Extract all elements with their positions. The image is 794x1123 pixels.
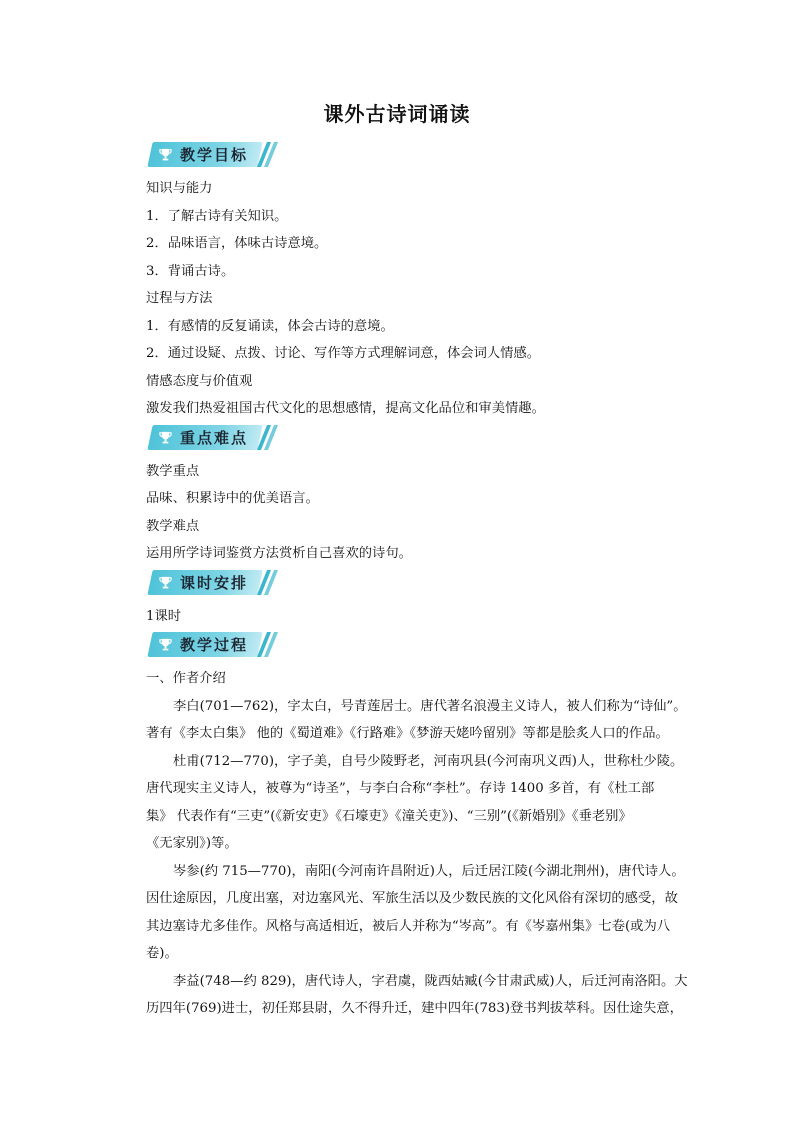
subheading: 教学重点 <box>146 463 200 479</box>
section-banner-key-points <box>150 425 274 450</box>
paragraph-line: 岑参(约 715—770)，南阳(今河南许昌附近)人，后迁居江陵(今湖北荆州)，唐代诗人。 <box>173 863 685 879</box>
section-heading: 教学过程 <box>180 636 249 654</box>
list-item: 2．通过设疑、点拨、讨论、写作等方式理解词意，体会词人情感。 <box>146 346 541 361</box>
trophy-icon <box>158 430 173 445</box>
trophy-icon <box>158 575 173 590</box>
paragraph-line: 品味、积累诗中的优美语言。 <box>146 491 319 506</box>
subheading: 情感态度与价值观 <box>146 373 253 389</box>
paragraph-line: 杜甫(712—770)，字子美，自号少陵野老，河南巩县(今河南巩义西)人，世称杜少陵。 <box>173 753 684 769</box>
list-item: 1．了解古诗有关知识。 <box>146 208 288 224</box>
paragraph-line: 李益(748—约 829)，唐代诗人，字君虞，陇西姑臧(今甘肃武威)人，后迁河南洛阳。大 <box>173 973 688 989</box>
subheading: 教学难点 <box>146 518 200 534</box>
paragraph-line: 集》 代表作有“三吏”(《新安吏》《石壕吏》《潼关吏》)、“三别”(《新婚别》《垂老别》 <box>146 808 632 824</box>
list-item: 2．品味语言，体味古诗意境。 <box>146 236 328 251</box>
section-banner-objectives <box>150 142 274 167</box>
paragraph-line: 因仕途原因，几度出塞，对边塞风光、军旅生活以及少数民族的文化风俗有深切的感受，故 <box>146 891 678 906</box>
trophy-icon <box>158 147 173 162</box>
section-banner-process <box>150 632 274 657</box>
document-body <box>146 140 688 1023</box>
subheading: 一、作者介绍 <box>146 671 226 686</box>
page-title: 课外古诗词诵读 <box>323 102 471 126</box>
section-heading: 课时安排 <box>180 573 249 592</box>
paragraph-line: 唐代现实主义诗人，被尊为“诗圣”，与李白合称“李杜”。存诗 1400 多首，有《杜工部 <box>146 781 655 796</box>
paragraph-line: 历四年(769)进士，初任郑县尉，久不得升迁，建中四年(783)登书判拔萃科。因仕途失意， <box>146 1001 683 1016</box>
paragraph-line: 1课时 <box>146 608 182 624</box>
list-item: 1．有感情的反复诵读，体会古诗的意境。 <box>146 318 394 334</box>
section-heading: 重点难点 <box>180 428 249 447</box>
section-banner-schedule <box>150 570 274 595</box>
paragraph-line: 激发我们热爱祖国古代文化的思想感情，提高文化品位和审美情趣。 <box>146 401 545 416</box>
subheading: 知识与能力 <box>146 181 213 196</box>
paragraph-line: 著有《李太白集》 他的《蜀道难》《行路难》《梦游天姥吟留别》等都是脍炙人口的作品。 <box>146 726 669 741</box>
trophy-icon <box>158 637 173 652</box>
subheading: 过程与方法 <box>146 291 213 306</box>
paragraph-line: 李白(701—762)，字太白，号青莲居士。唐代著名浪漫主义诗人，被人们称为“诗仙”。 <box>173 698 687 714</box>
paragraph-line: 运用所学诗词鉴赏方法赏析自己喜欢的诗句。 <box>146 546 412 561</box>
list-item: 3．背诵古诗。 <box>146 263 235 279</box>
paragraph-line: 《无家别》)等。 <box>146 836 238 851</box>
paragraph-line: 卷)。 <box>146 946 178 961</box>
paragraph-line: 其边塞诗尤多佳作。风格与高适相近，被后人并称为“岑高”。有《岑嘉州集》七卷(或为八 <box>146 918 671 934</box>
section-heading: 教学目标 <box>180 146 249 164</box>
